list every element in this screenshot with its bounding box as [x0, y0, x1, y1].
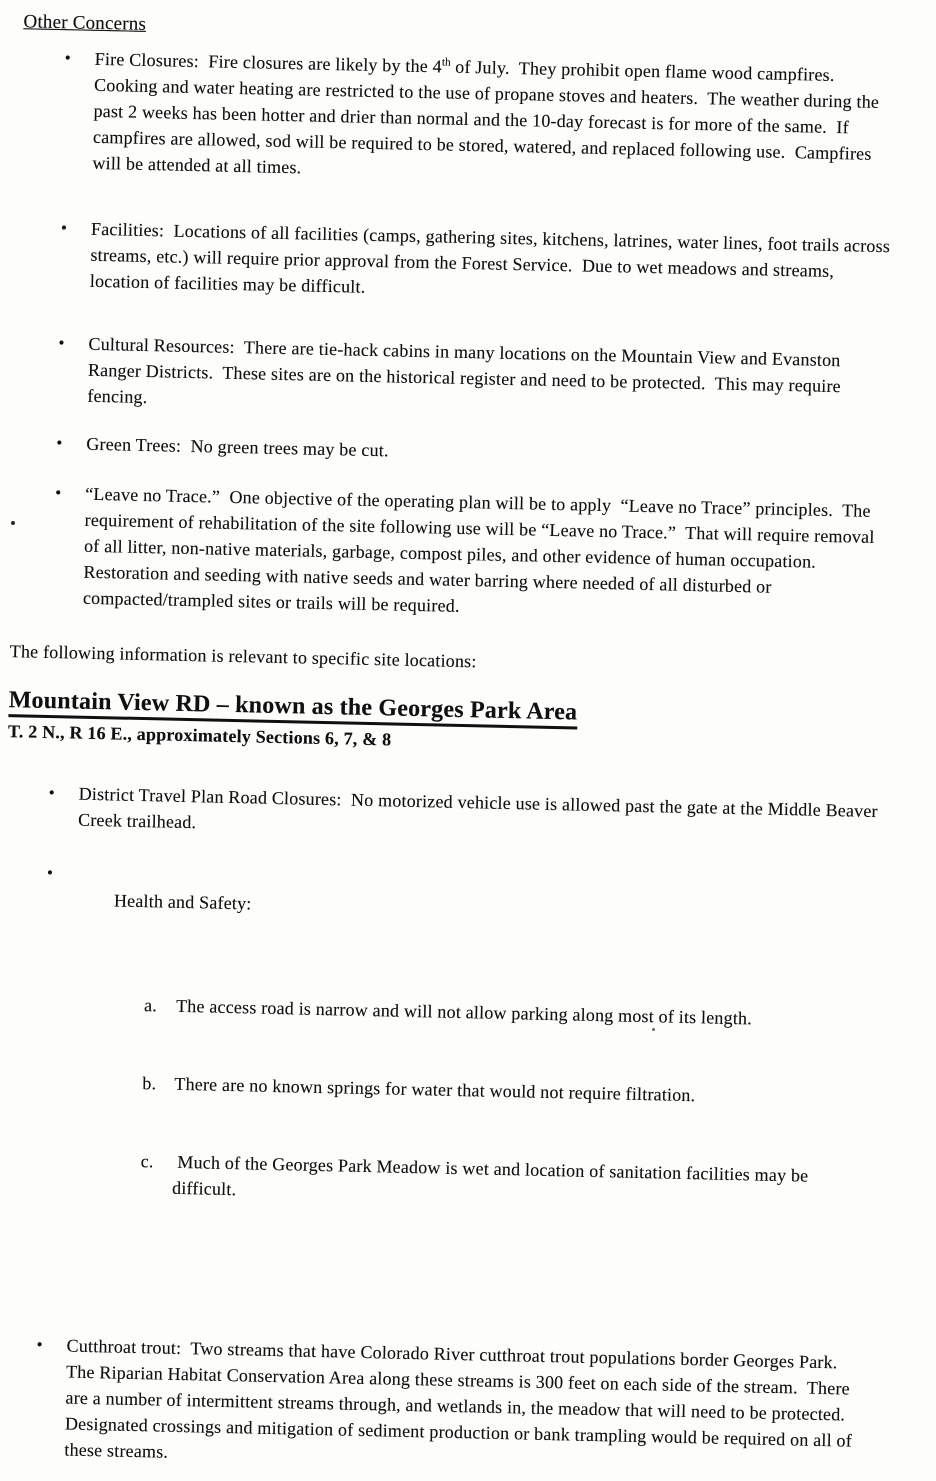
sub-item-text: The access road is narrow and will not allow parking along most of its length. — [175, 995, 753, 1029]
section-title-underlined-text: Mountain View RD – known as the Georges Park Area — [8, 687, 577, 729]
sub-item-a — [144, 992, 876, 1034]
scan-speck — [652, 1028, 655, 1031]
sub-item-c — [140, 1148, 873, 1216]
bullet-icon: • — [58, 333, 65, 353]
sub-item-label: a. — [143, 995, 158, 1016]
bullet-icon: • — [64, 48, 72, 68]
bullet-text: Cultural Resources: There are tie-hack cabins in many locations on the Mountain View and Evanston Ranger Districts. These sites are on the historical register and need to be protected. This may require fencing. — [87, 333, 846, 408]
sub-item-text: There are no known springs for water that would not require filtration. — [174, 1073, 696, 1106]
list-item-fire-closures — [20, 44, 921, 194]
fire-closures-text-end: of July. They prohibit open flame wood campfires. Cooking and water heating are restricted to the use of propane stoves and heaters. The weather during the past 2 weeks has been hotter and drier than normal and the 10-day forecast is for more of the same. If campfires are allowed, sod will be required to be stored, watered, and replaced following use. Campfires will be attended at all times. — [92, 56, 885, 178]
bullet-icon: • — [60, 218, 68, 238]
sub-item-label: b. — [142, 1073, 157, 1094]
list-item-green-trees — [14, 429, 912, 475]
scan-speck — [11, 521, 15, 525]
bullet-text: Facilities: Locations of all facilities (camps, gathering sites, kitchens, latrines, water lines, foot trails across streams, etc.) will require prior approval from the Forest Service. Due to wet meadows and streams, location of facilities may be difficult. — [89, 218, 895, 297]
list-item-road-closures — [6, 779, 905, 851]
bullet-text: Green Trees: No green trees may be cut. — [86, 433, 389, 461]
sub-item-label: c. — [140, 1151, 154, 1172]
bullet-text — [92, 46, 897, 193]
bullet-icon: • — [46, 862, 54, 883]
page-title: Other Concerns — [23, 11, 147, 35]
transition-paragraph: The following information is relevant to specific site locations: — [9, 641, 477, 672]
bullet-icon: • — [36, 1334, 44, 1354]
bullet-text: “Leave no Trace.” One objective of the operating plan will be to apply “Leave no Trace” principles. The requirement of rehabilitation of the site following use will be “Leave no Trace.” That will require removal of all litter, non-native materials, garbage, compost piles, and other evidence of human occupation. Restoration and seeding with native seeds and water barring where needed of all disturbed or compacted/trampled sites or trails will be required. — [82, 483, 880, 616]
bullet-icon: • — [55, 483, 62, 503]
bullet-text — [68, 861, 879, 1320]
fire-closures-text-start: Fire Closures: Fire closures are likely by the 4 — [94, 48, 443, 77]
bullet-icon: • — [56, 433, 63, 453]
list-item-health-and-safety — [0, 859, 903, 1320]
bullet-text: District Travel Plan Road Closures: No motorized vehicle use is allowed past the gate at the Middle Beaver Creek trailhead. — [77, 783, 883, 833]
bullet-icon: • — [48, 782, 56, 803]
health-safety-sublist — [139, 940, 878, 1268]
list-item-leave-no-trace — [11, 479, 912, 629]
section-subtitle: T. 2 N., R 16 E., approximately Sections 6, 7, & 8 — [7, 721, 392, 750]
site-bullet-list — [0, 779, 905, 1480]
ordinal-superscript: th — [441, 56, 451, 69]
list-item-facilities — [18, 214, 917, 312]
sub-item-b — [142, 1070, 874, 1112]
list-item-cutthroat-trout — [0, 1331, 893, 1481]
bullet-text: Cutthroat trout: Two streams that have Colorado River cutthroat trout populations border Georges Park. The Riparian Habitat Conservation Area along these streams is 300 feet on each side of the stream. There are a number of intermittent streams through, and wetlands in, the meadow that will need to be protected. Designated crossings and mitigation of sediment production or bank trampling would be required on all of these streams. — [64, 1335, 857, 1462]
health-safety-label: Health and Safety: — [113, 890, 252, 914]
sub-item-text: Much of the Georges Park Meadow is wet and location of sanitation facilities may be difficult. — [171, 1151, 814, 1200]
list-item-cultural-resources — [15, 329, 914, 427]
concerns-bullet-list — [11, 44, 921, 628]
